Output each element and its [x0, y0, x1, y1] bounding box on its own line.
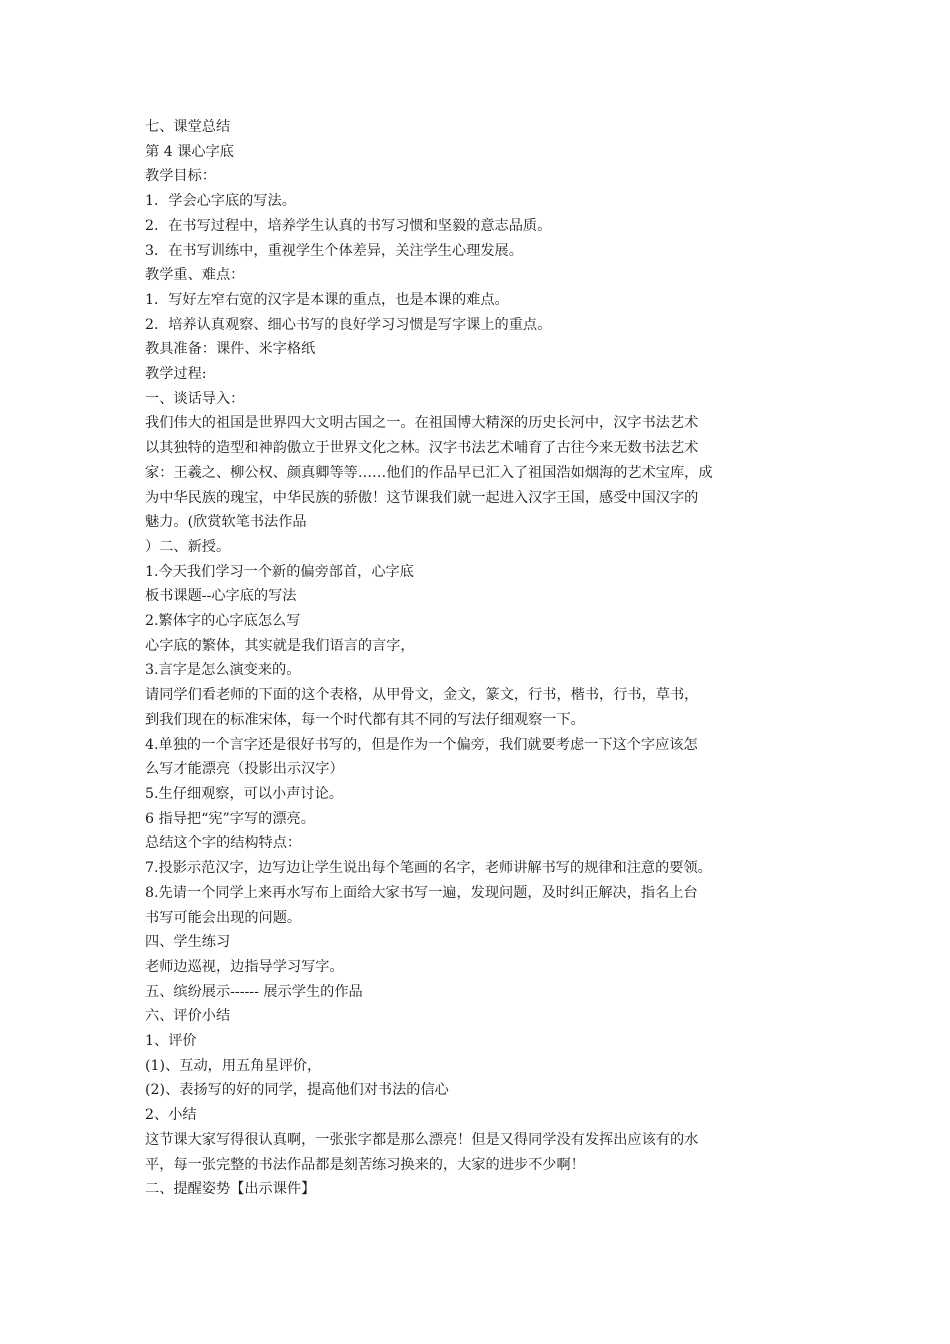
- structure-summary: 总结这个字的结构特点：: [145, 835, 302, 852]
- goal-item-1: 1．学会心字底的写法。: [145, 193, 296, 210]
- intro-text-line: 以其独特的造型和神韵傲立于世界文化之林。汉字书法艺术哺育了古往今来无数书法艺术: [145, 440, 699, 457]
- intro-text-line: 家：王羲之、柳公权、颜真卿等等……他们的作品早已汇入了祖国浩如烟海的艺术宝库，成: [145, 464, 713, 481]
- step-3-text-line: 到我们现在的标准宋体，每一个时代都有其不同的写法仔细观察一下。: [145, 711, 585, 728]
- heading-summary: 七、课堂总结: [145, 119, 231, 135]
- step-8-line: 书写可能会出现的问题。: [145, 909, 302, 926]
- goal-item-3: 3．在书写训练中，重视学生个体差异，关注学生心理发展。: [145, 242, 523, 259]
- heading-showcase: 五、缤纷展示------ 展示学生的作品: [145, 983, 363, 1000]
- step-6: 6 指导把“宪”字写的漂亮。: [145, 810, 315, 827]
- key-point-1: 1．写好左窄右宽的汉字是本课的重点，也是本课的难点。: [145, 291, 509, 308]
- intro-text-line: 魅力。(欣赏软笔书法作品: [145, 514, 307, 531]
- board-title: 板书课题--心字底的写法: [145, 588, 297, 605]
- eval-item-2: 2、小结: [145, 1107, 197, 1124]
- step-3-text-line: 请同学们看老师的下面的这个表格，从甲骨文，金文，篆文，行书，楷书，行书，草书，: [145, 687, 699, 704]
- intro-text-line: 为中华民族的瑰宝，中华民族的骄傲！这节课我们就一起进入汉字王国，感受中国汉字的: [145, 489, 699, 506]
- heading-posture: 二、提醒姿势【出示课件】: [145, 1181, 316, 1198]
- heading-intro: 一、谈话导入：: [145, 390, 245, 407]
- step-8-line: 8.先请一个同学上来再水写布上面给大家书写一遍，发现问题，及时纠正解决，指名上台: [145, 884, 698, 901]
- step-4-line: 4.单独的一个言字还是很好书写的，但是作为一个偏旁，我们就要考虑一下这个字应该怎: [145, 736, 698, 753]
- step-2: 2.繁体字的心字底怎么写: [145, 613, 301, 630]
- eval-item-1: 1、评价: [145, 1033, 197, 1050]
- materials-line: 教具准备：课件、米字格纸: [145, 341, 316, 358]
- document-page: [145, 115, 825, 1202]
- summary-text-line: 这节课大家写得很认真啊，一张张字都是那么漂亮！但是又得同学没有发挥出应该有的水: [145, 1131, 699, 1148]
- step-3: 3.言字是怎么演变来的。: [145, 662, 301, 679]
- heading-process: 教学过程:: [145, 366, 207, 383]
- eval-subitem-1: (1)、互动，用五角星评价，: [145, 1057, 322, 1074]
- heading-practice: 四、学生练习: [145, 934, 231, 951]
- step-5: 5.生仔细观察，可以小声讨论。: [145, 785, 343, 802]
- practice-text: 老师边巡视，边指导学习写字。: [145, 958, 344, 975]
- summary-text-line: 平，每一张完整的书法作品都是刻苦练习换来的，大家的进步不少啊！: [145, 1156, 585, 1173]
- step-1: 1.今天我们学习一个新的偏旁部首，心字底: [145, 563, 414, 580]
- lesson-title: 第 4 课心字底: [145, 143, 234, 160]
- heading-new-lesson: ）二、新授。: [145, 538, 231, 555]
- key-point-2: 2．培养认真观察、细心书写的良好学习习惯是写字课上的重点。: [145, 316, 552, 333]
- step-2-text: 心字底的繁体，其实就是我们语言的言字，: [145, 637, 415, 654]
- step-4-line: 么写才能漂亮（投影出示汉字）: [145, 761, 344, 778]
- heading-key-points: 教学重、难点：: [145, 267, 245, 284]
- intro-text-line: 我们伟大的祖国是世界四大文明古国之一。在祖国博大精深的历史长河中，汉字书法艺术: [145, 415, 699, 432]
- heading-goals: 教学目标：: [145, 168, 216, 185]
- eval-subitem-2: (2)、表扬写的好的同学，提高他们对书法的信心: [145, 1082, 449, 1099]
- goal-item-2: 2．在书写过程中，培养学生认真的书写习惯和坚毅的意志品质。: [145, 217, 552, 234]
- step-7: 7.投影示范汉字，边写边让学生说出每个笔画的名字，老师讲解书写的规律和注意的要领。: [145, 860, 712, 877]
- heading-evaluation: 六、评价小结: [145, 1008, 231, 1025]
